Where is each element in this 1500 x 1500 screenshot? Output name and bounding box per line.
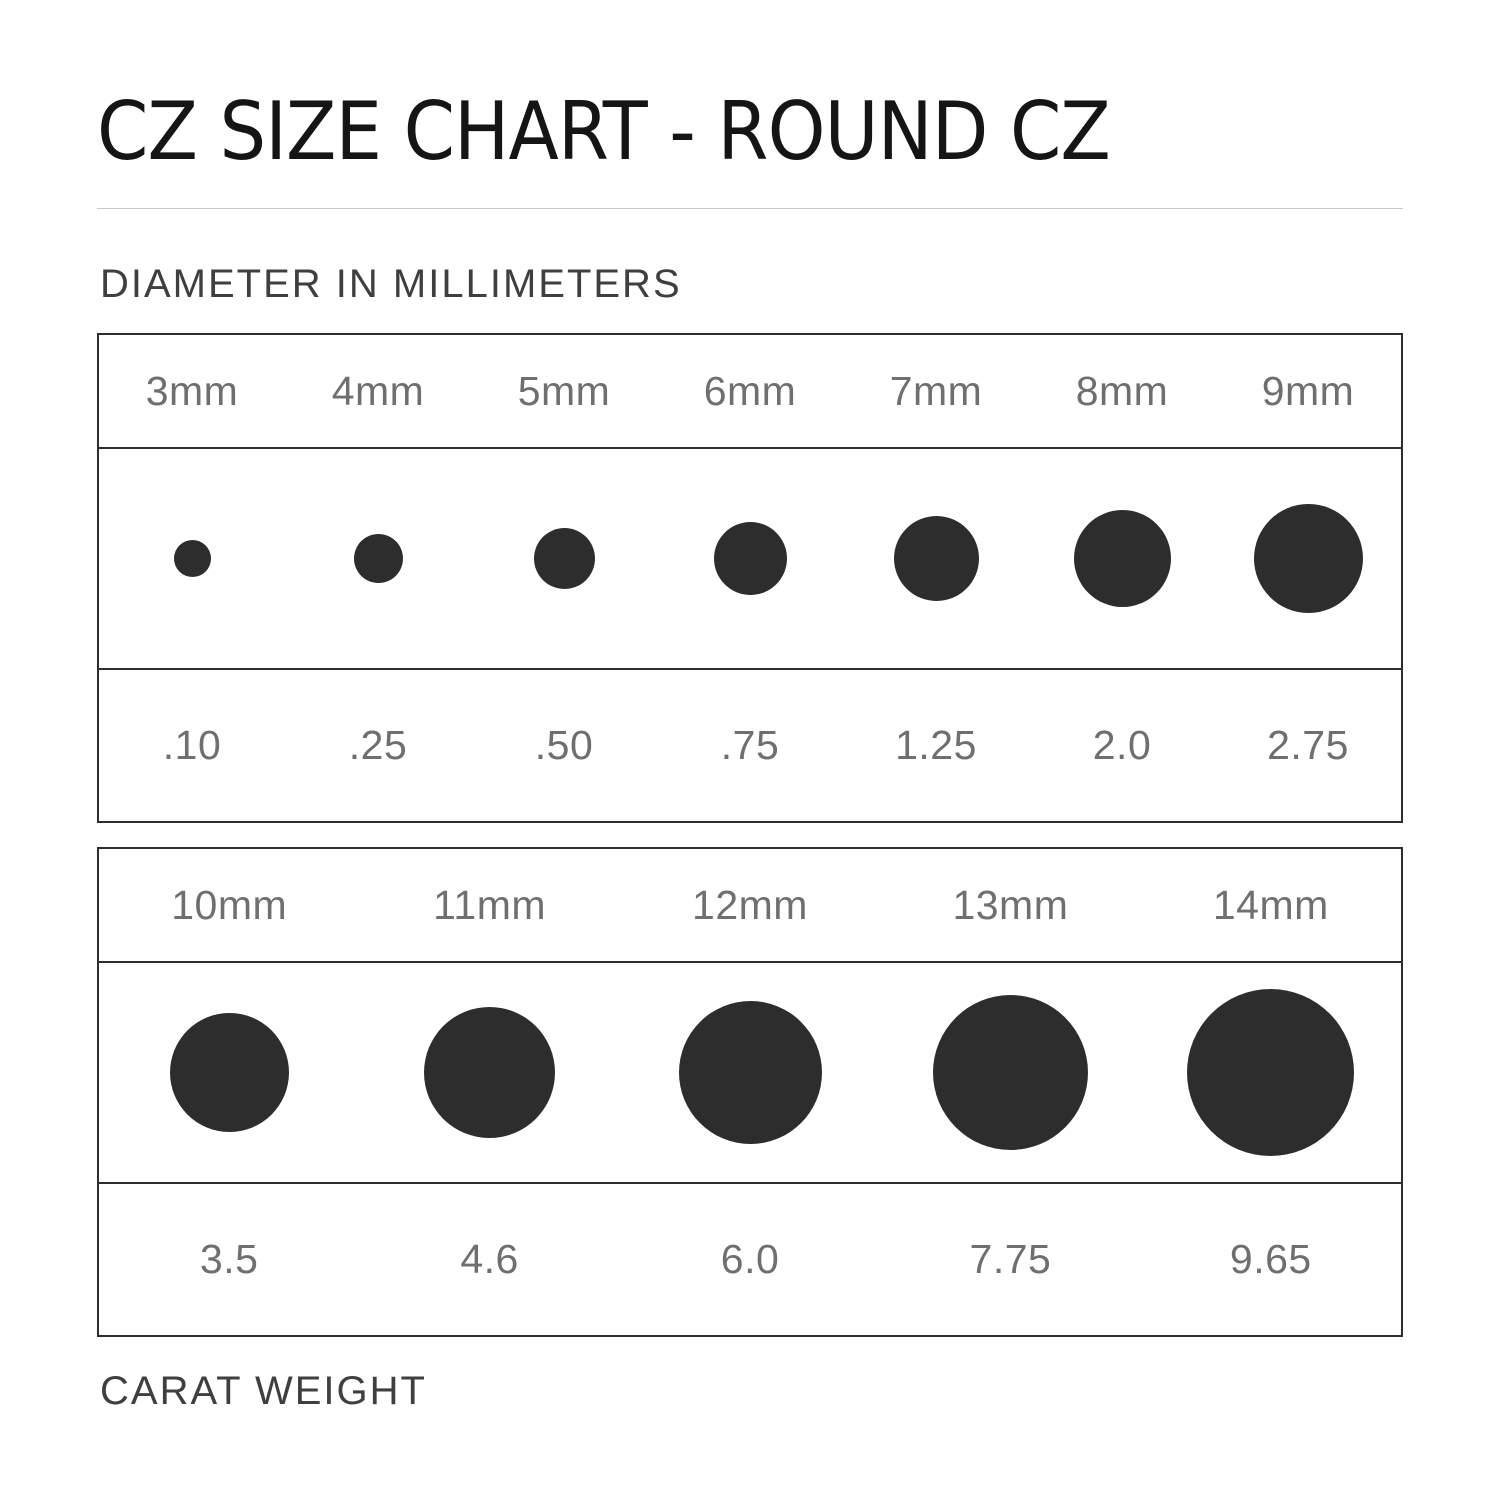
title-divider — [97, 208, 1403, 209]
mm-label: 5mm — [517, 367, 611, 414]
carat-value-cell — [880, 1184, 1140, 1335]
carat-value: 2.75 — [1267, 722, 1349, 768]
carat-value-cell — [1215, 670, 1401, 821]
carat-value: 2.0 — [1092, 722, 1152, 768]
mm-header-row — [99, 849, 1401, 961]
mm-label: 10mm — [171, 881, 288, 928]
mm-label-cell — [1141, 849, 1401, 961]
mm-label: 12mm — [692, 881, 808, 928]
stone-dot-cell — [880, 963, 1140, 1182]
stone-dot-cell — [359, 963, 619, 1182]
cz-stone-dot — [1254, 504, 1363, 613]
carat-value-cell — [285, 670, 471, 821]
carat-weight-row — [99, 1182, 1401, 1335]
mm-label: 11mm — [433, 881, 547, 928]
mm-label-cell — [1029, 335, 1215, 447]
carat-value: 7.75 — [969, 1236, 1052, 1282]
carat-value: 1.25 — [895, 722, 977, 768]
carat-value-cell — [471, 670, 657, 821]
cz-stone-dot — [354, 534, 403, 583]
carat-value-cell — [1029, 670, 1215, 821]
mm-label-cell — [1215, 335, 1401, 447]
cz-stone-dot — [424, 1007, 555, 1138]
carat-value-cell — [1141, 1184, 1401, 1335]
carat-value: 3.5 — [199, 1236, 259, 1282]
mm-label-cell — [471, 335, 657, 447]
mm-header-row — [99, 335, 1401, 447]
carat-value: .50 — [534, 722, 594, 768]
mm-label-cell — [99, 849, 359, 961]
stone-dot-cell — [471, 449, 657, 668]
mm-label: 4mm — [331, 367, 425, 414]
stone-dot-cell — [843, 449, 1029, 668]
carat-value-cell — [99, 670, 285, 821]
page-title: CZ SIZE CHART - ROUND CZ — [97, 85, 1110, 178]
carat-value-cell — [620, 1184, 880, 1335]
carat-value: .25 — [348, 722, 408, 768]
size-table-small-stones — [97, 333, 1403, 823]
stone-dot-row — [99, 447, 1401, 668]
mm-label-cell — [285, 335, 471, 447]
carat-value: .75 — [720, 722, 780, 768]
mm-label: 7mm — [889, 367, 983, 414]
carat-value: .10 — [162, 722, 222, 768]
size-table-large-stones — [97, 847, 1403, 1337]
cz-stone-dot — [534, 528, 595, 589]
carat-weight-row — [99, 668, 1401, 821]
stone-dot-cell — [1141, 963, 1401, 1182]
mm-label-cell — [620, 849, 880, 961]
mm-label: 14mm — [1212, 881, 1329, 928]
carat-value-cell — [99, 1184, 359, 1335]
stone-dot-cell — [285, 449, 471, 668]
mm-label-cell — [843, 335, 1029, 447]
cz-stone-dot — [714, 522, 787, 595]
carat-value: 6.0 — [720, 1236, 780, 1282]
mm-label: 13mm — [952, 881, 1069, 928]
stone-dot-row — [99, 961, 1401, 1182]
cz-stone-dot — [170, 1013, 289, 1132]
stone-dot-cell — [620, 963, 880, 1182]
mm-label: 6mm — [703, 367, 797, 414]
mm-label: 3mm — [145, 367, 239, 414]
cz-stone-dot — [1187, 989, 1354, 1156]
cz-stone-dot — [894, 516, 979, 601]
stone-dot-cell — [99, 449, 285, 668]
cz-stone-dot — [174, 540, 211, 577]
stone-dot-cell — [657, 449, 843, 668]
stone-dot-cell — [99, 963, 359, 1182]
cz-stone-dot — [933, 995, 1088, 1150]
stone-dot-cell — [1029, 449, 1215, 668]
carat-value-cell — [657, 670, 843, 821]
mm-label: 9mm — [1261, 367, 1355, 414]
mm-label-cell — [359, 849, 619, 961]
stone-dot-cell — [1215, 449, 1401, 668]
cz-stone-dot — [1074, 510, 1171, 607]
cz-stone-dot — [679, 1001, 822, 1144]
mm-label: 8mm — [1075, 367, 1169, 414]
carat-value: 4.6 — [460, 1236, 519, 1282]
mm-label-cell — [880, 849, 1140, 961]
diameter-axis-label: DIAMETER IN MILLIMETERS — [100, 262, 682, 306]
carat-value: 9.65 — [1229, 1236, 1312, 1282]
carat-value-cell — [359, 1184, 619, 1335]
carat-value-cell — [843, 670, 1029, 821]
carat-weight-axis-label: CARAT WEIGHT — [100, 1369, 427, 1413]
mm-label-cell — [99, 335, 285, 447]
mm-label-cell — [657, 335, 843, 447]
